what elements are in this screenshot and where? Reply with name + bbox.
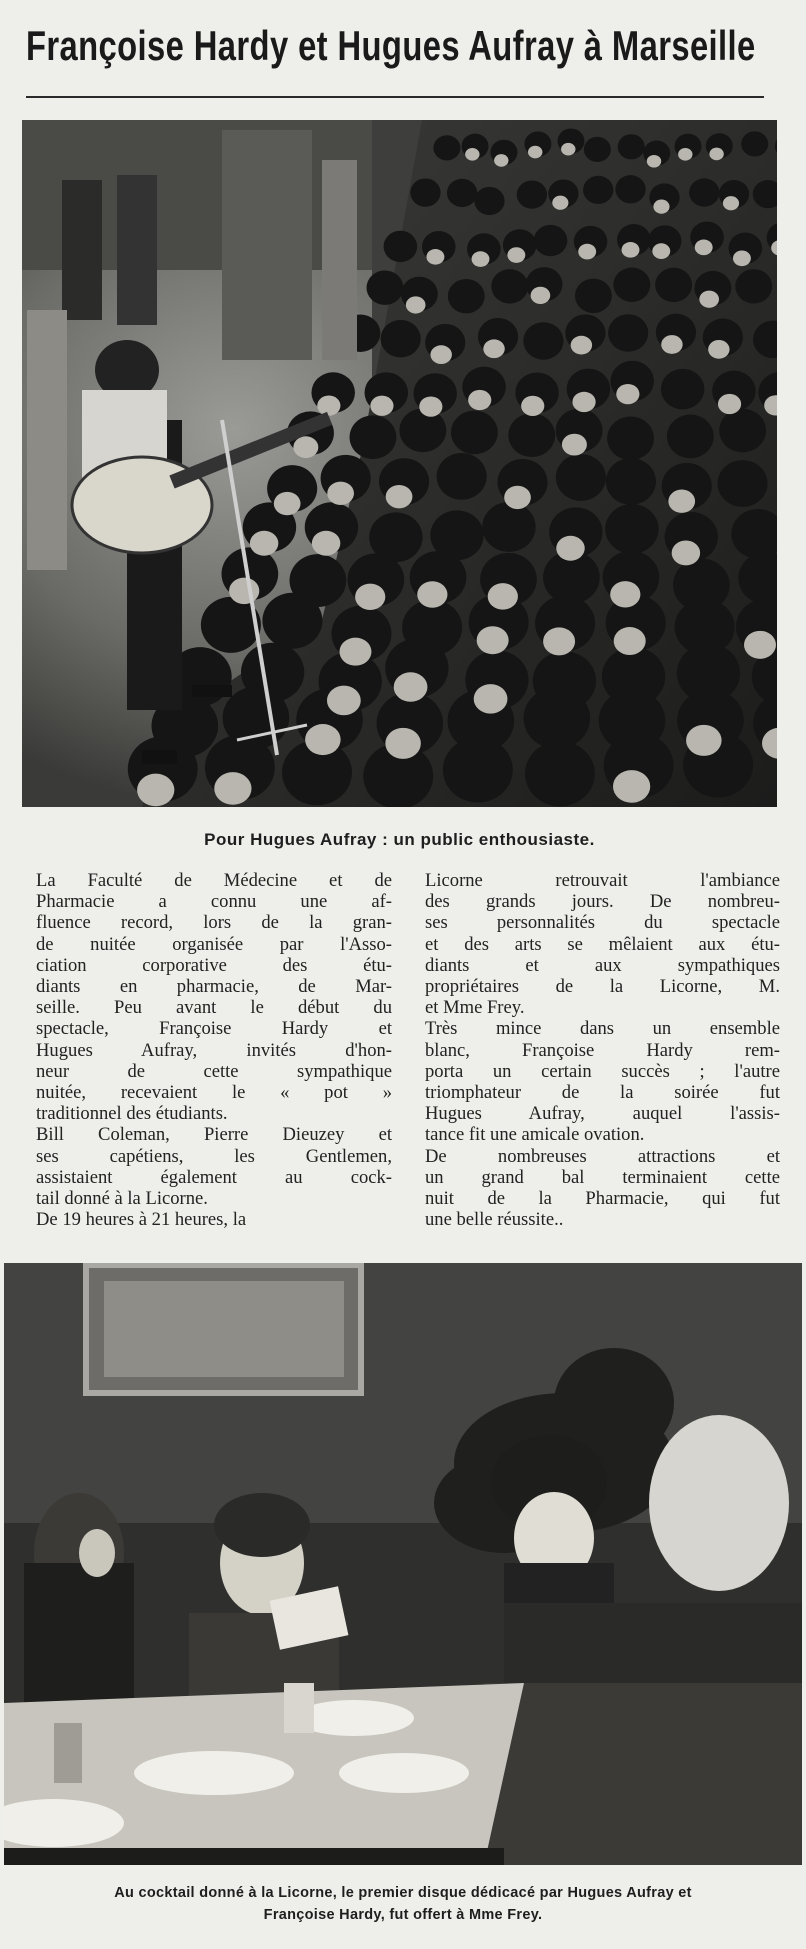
cocktail-caption-line-2: Françoise Hardy, fut offert à Mme Frey. bbox=[263, 1907, 543, 1923]
article-line: neur de cette sympathique bbox=[36, 1060, 392, 1082]
article-column-left bbox=[36, 870, 392, 1230]
article-line: une belle réussite.. bbox=[425, 1209, 564, 1231]
article-line: triomphateur de la soirée fut bbox=[425, 1082, 780, 1104]
article-line: De nombreuses attractions et bbox=[425, 1145, 780, 1167]
cocktail-caption-line-1: Au cocktail donné à la Licorne, le premier disque dédicacé par Hugues Aufray et bbox=[114, 1885, 692, 1901]
article-line: Licorne retrouvait l'ambiance bbox=[425, 870, 780, 891]
article-line: propriétaires de la Licorne, M. bbox=[425, 976, 780, 998]
article-line: et Mme Frey. bbox=[425, 997, 525, 1019]
concert-photo bbox=[22, 120, 777, 807]
article-line: diants et aux sympathiques bbox=[425, 954, 780, 976]
article-line: Pharmacie a connu une af- bbox=[36, 891, 392, 913]
article-line: ciation corporative des étu- bbox=[36, 954, 392, 976]
article-column-right bbox=[425, 870, 780, 1230]
article-line: Hugues Aufray, auquel l'assis- bbox=[425, 1103, 780, 1125]
article-line: un grand bal terminaient cette bbox=[425, 1166, 780, 1188]
article-line: De 19 heures à 21 heures, la bbox=[36, 1209, 247, 1231]
article-line: de nuitée organisée par l'Asso- bbox=[36, 933, 392, 955]
cocktail-photo bbox=[4, 1263, 802, 1865]
article-line: tance fit une amicale ovation. bbox=[425, 1124, 645, 1146]
article-line: spectacle, Françoise Hardy et bbox=[36, 1018, 392, 1040]
article-line: ses capétiens, les Gentlemen, bbox=[36, 1145, 392, 1167]
article-line: nuitée, recevaient le « pot » bbox=[36, 1082, 392, 1104]
concert-caption: Pour Hugues Aufray : un public enthousiaste. bbox=[204, 830, 595, 849]
article-line: porta un certain succès ; l'autre bbox=[425, 1060, 780, 1082]
article-line: et des arts se mêlaient aux étu- bbox=[425, 933, 780, 955]
article-line: ses personnalités du spectacle bbox=[425, 912, 780, 934]
article-line: Bill Coleman, Pierre Dieuzey et bbox=[36, 1124, 392, 1146]
article-line: diants en pharmacie, de Mar- bbox=[36, 976, 392, 998]
article-line: blanc, Françoise Hardy rem- bbox=[425, 1039, 780, 1061]
article-line: des grands jours. De nombreu- bbox=[425, 891, 780, 913]
article-headline: Françoise Hardy et Hugues Aufray à Marseille bbox=[26, 22, 756, 69]
article-line: Très mince dans un ensemble bbox=[425, 1018, 780, 1040]
article-line: fluence record, lors de la gran- bbox=[36, 912, 392, 934]
cocktail-caption bbox=[4, 1882, 802, 1926]
article-line: assistaient également au cock- bbox=[36, 1166, 392, 1188]
article-line: La Faculté de Médecine et de bbox=[36, 870, 392, 891]
article-line: traditionnel des étudiants. bbox=[36, 1103, 228, 1125]
article-line: Hugues Aufray, invités d'hon- bbox=[36, 1039, 392, 1061]
headline-rule bbox=[26, 96, 764, 98]
article-line: tail donné à la Licorne. bbox=[36, 1188, 208, 1210]
article-line: seille. Peu avant le début du bbox=[36, 997, 392, 1019]
article-line: nuit de la Pharmacie, qui fut bbox=[425, 1188, 780, 1210]
